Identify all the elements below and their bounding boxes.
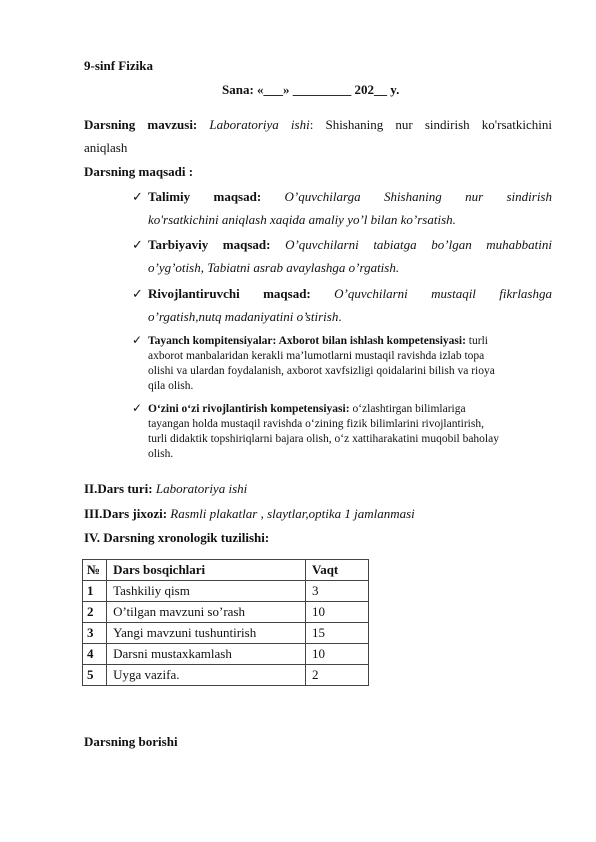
checkmark-icon: ✓ (132, 333, 143, 347)
chronology-table (82, 559, 369, 686)
aim-text-continued: o’yg’otish, Tabiatni asrab avaylashga o’rgatish. (148, 260, 400, 275)
row-time: 15 (306, 623, 369, 644)
row-number: 4 (83, 644, 107, 665)
row-stage: Tashkiliy qism (107, 581, 306, 602)
row-number: 1 (83, 581, 107, 602)
aim-label: Rivojlantiruvchi maqsad: (148, 286, 311, 301)
row-number: 3 (83, 623, 107, 644)
aim-upbringing (148, 237, 552, 253)
aim-text-tail: . (338, 309, 342, 324)
competency-text: turli didaktik topshiriqlarni bajara olish, o‘z xattiharakatini muqobil baholay (148, 433, 499, 445)
aim-text-continued: ko'rsatkichini aniqlash xaqida amaliy yo’l bilan ko’rsatish. (148, 212, 456, 227)
competency-label: Tayanch kompitensiyalar: Axborot bilan ishlash kompetensiyasi: (148, 335, 466, 347)
table-row (83, 644, 369, 665)
topic-type: Laboratoriya ishi (209, 117, 310, 132)
row-time: 3 (306, 581, 369, 602)
table-row (83, 623, 369, 644)
aim-text-continued (148, 309, 342, 325)
competency-text: axborot manbalaridan kerakli ma’lumotlarni mustaqil ravishda izlab topa (148, 350, 485, 362)
equipment-label: III.Dars jixozi: (84, 506, 168, 521)
column-header-time: Vaqt (306, 560, 369, 581)
chronology-heading: IV. Darsning xronologik tuzilishi: (84, 530, 270, 545)
grade-subject: 9-sinf Fizika (84, 58, 153, 73)
aim-text: O’quvchilarni tabiatga bo’lgan muhabbatini (285, 237, 553, 252)
row-time: 10 (306, 602, 369, 623)
aim-developmental (148, 286, 552, 302)
competency-self-development (148, 402, 558, 462)
row-stage: Uyga vazifa. (107, 665, 306, 686)
competency-text: olishi va ulardan foydalanish, axborot xavfsizligi qoidalarini bilish va rioya (148, 365, 495, 377)
aim-educational (148, 189, 552, 205)
competency-text: o‘zlashtirgan bilimlariga (349, 403, 466, 415)
topic-text: : Shishaning nur sindirish ko'rsatkichini (309, 117, 553, 132)
row-stage: O’tilgan mavzuni so’rash (107, 602, 306, 623)
lesson-type-label: II.Dars turi: (84, 481, 153, 496)
row-number: 5 (83, 665, 107, 686)
lesson-progress-heading: Darsning borishi (84, 734, 178, 749)
topic-line (84, 117, 552, 133)
aim-text: O’quvchilarni mustaqil fikrlashga (334, 286, 552, 301)
row-time: 10 (306, 644, 369, 665)
topic-label: Darsning mavzusi: (84, 117, 198, 132)
table-row (83, 581, 369, 602)
checkmark-icon: ✓ (132, 237, 143, 252)
table-row (83, 665, 369, 686)
date-line: Sana: «___» _________ 202__ y. (222, 82, 400, 97)
column-header-number: № (83, 560, 107, 581)
competency-text: turli (465, 335, 488, 347)
lesson-equipment (84, 506, 415, 522)
aim-label: Tarbiyaviy maqsad: (148, 237, 271, 252)
table-header-row (83, 560, 369, 581)
table-row (83, 602, 369, 623)
lesson-type (84, 481, 247, 497)
aims-heading: Darsning maqsadi : (84, 164, 194, 179)
competency-text: tayangan holda mustaqil ravishda o‘zining fizik bilimlarini rivojlantirish, (148, 418, 484, 430)
competency-label: O‘zini o‘zi rivojlantirish kompetensiyasi: (148, 403, 350, 415)
aim-label: Talimiy maqsad: (148, 189, 262, 204)
aim-text-italic: o’rgatish,nutq madaniyatini o’stirish (148, 309, 339, 324)
lesson-type-value: Laboratoriya ishi (155, 481, 248, 496)
equipment-value: Rasmli plakatlar , slaytlar,optika 1 jamlanmasi (170, 506, 415, 521)
competency-text: qila olish. (148, 380, 194, 392)
checkmark-icon: ✓ (132, 286, 143, 301)
checkmark-icon: ✓ (132, 401, 143, 415)
competency-info (148, 334, 558, 394)
row-stage: Yangi mavzuni tushuntirish (107, 623, 306, 644)
column-header-stages: Dars bosqichlari (107, 560, 306, 581)
competency-text: olish. (148, 448, 174, 460)
row-time: 2 (306, 665, 369, 686)
row-stage: Darsni mustaxkamlash (107, 644, 306, 665)
topic-text-continued: aniqlash (84, 140, 128, 155)
aim-text: O’quvchilarga Shishaning nur sindirish (284, 189, 552, 204)
checkmark-icon: ✓ (132, 189, 143, 204)
row-number: 2 (83, 602, 107, 623)
